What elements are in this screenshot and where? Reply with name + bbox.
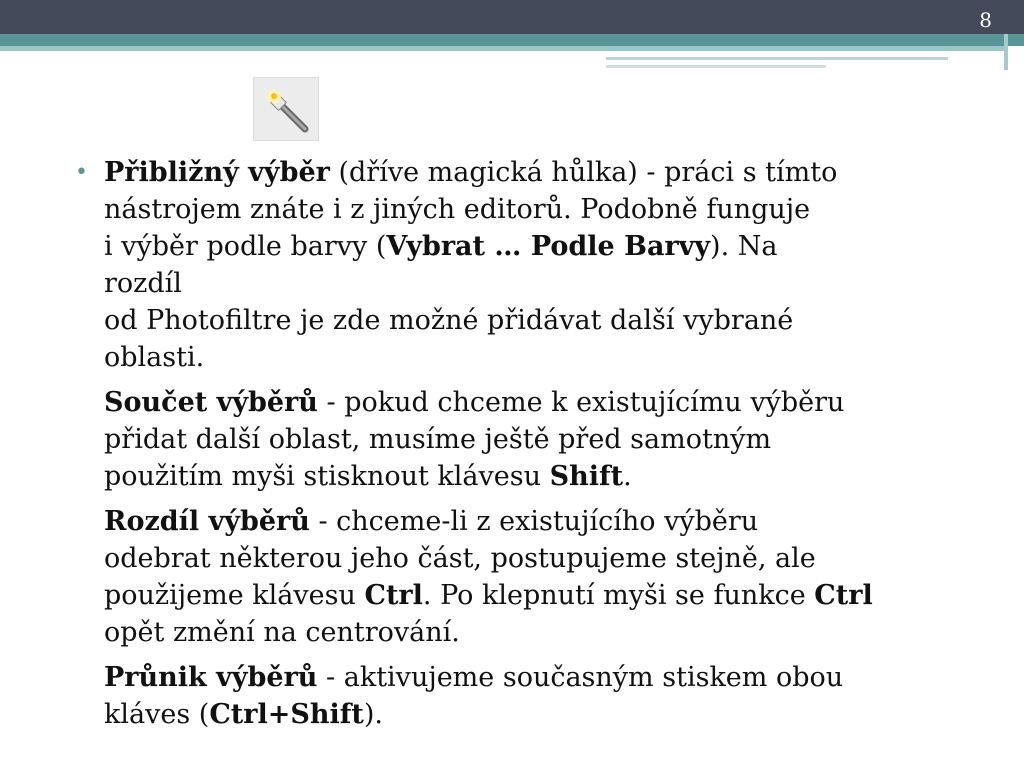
accent-stripe bbox=[0, 46, 1004, 51]
text: . bbox=[623, 461, 632, 492]
term-priblizny-vyber: Přibližný výběr bbox=[104, 157, 330, 188]
accent-stripe bbox=[1004, 34, 1008, 70]
text: oblasti. bbox=[104, 342, 205, 373]
menu-path: Vybrat … Podle Barvy bbox=[386, 231, 711, 262]
text: ). Na bbox=[710, 231, 778, 262]
slide-content bbox=[75, 154, 975, 741]
text: - chceme-li z existujícího výběru bbox=[309, 506, 759, 537]
paragraph-prunik-vyberu bbox=[104, 659, 975, 733]
text: ). bbox=[363, 699, 383, 730]
text: přidat další oblast, musíme ještě před samotným bbox=[104, 424, 772, 455]
text: - pokud chceme k existujícímu výběru bbox=[317, 387, 845, 418]
text: nástrojem znáte i z jiných editorů. Podobně funguje bbox=[104, 194, 811, 225]
text: (dříve magická hůlka) - práci s tímto bbox=[329, 157, 838, 188]
key-shift: Shift bbox=[549, 461, 624, 492]
paragraph-rozdil-vyberu bbox=[104, 503, 975, 651]
term-prunik-vyberu: Průnik výběrů bbox=[104, 662, 318, 693]
text: . Po klepnutí myši se funkce bbox=[422, 580, 815, 611]
term-soucet-vyberu: Součet výběrů bbox=[104, 387, 318, 418]
accent-stripe bbox=[606, 57, 948, 60]
text: odebrat některou jeho část, postupujeme stejně, ale bbox=[104, 543, 816, 574]
text: použitím myši stisknout klávesu bbox=[104, 461, 550, 492]
bullet: • bbox=[75, 160, 88, 185]
text: od Photofiltre je zde možné přidávat další vybrané bbox=[104, 305, 794, 336]
key-ctrl-shift: Ctrl+Shift bbox=[209, 699, 364, 730]
paragraph-priblizny-vyber bbox=[104, 154, 975, 376]
page-number: 8 bbox=[979, 8, 992, 32]
text: kláves ( bbox=[104, 699, 210, 730]
term-rozdil-vyberu: Rozdíl výběrů bbox=[104, 506, 310, 537]
title-bar-background bbox=[0, 0, 1024, 34]
paragraph-soucet-vyberu bbox=[104, 384, 975, 495]
text: i výběr podle barvy ( bbox=[104, 231, 387, 262]
key-ctrl: Ctrl bbox=[814, 580, 873, 611]
text: opět změní na centrování. bbox=[104, 617, 460, 648]
text: použijeme klávesu bbox=[104, 580, 365, 611]
text: rozdíl bbox=[104, 268, 182, 299]
text: - aktivujeme současným stiskem obou bbox=[317, 662, 844, 693]
accent-stripe bbox=[606, 65, 826, 68]
magic-wand-icon bbox=[253, 77, 319, 141]
teal-band bbox=[0, 34, 1024, 46]
key-ctrl: Ctrl bbox=[364, 580, 423, 611]
